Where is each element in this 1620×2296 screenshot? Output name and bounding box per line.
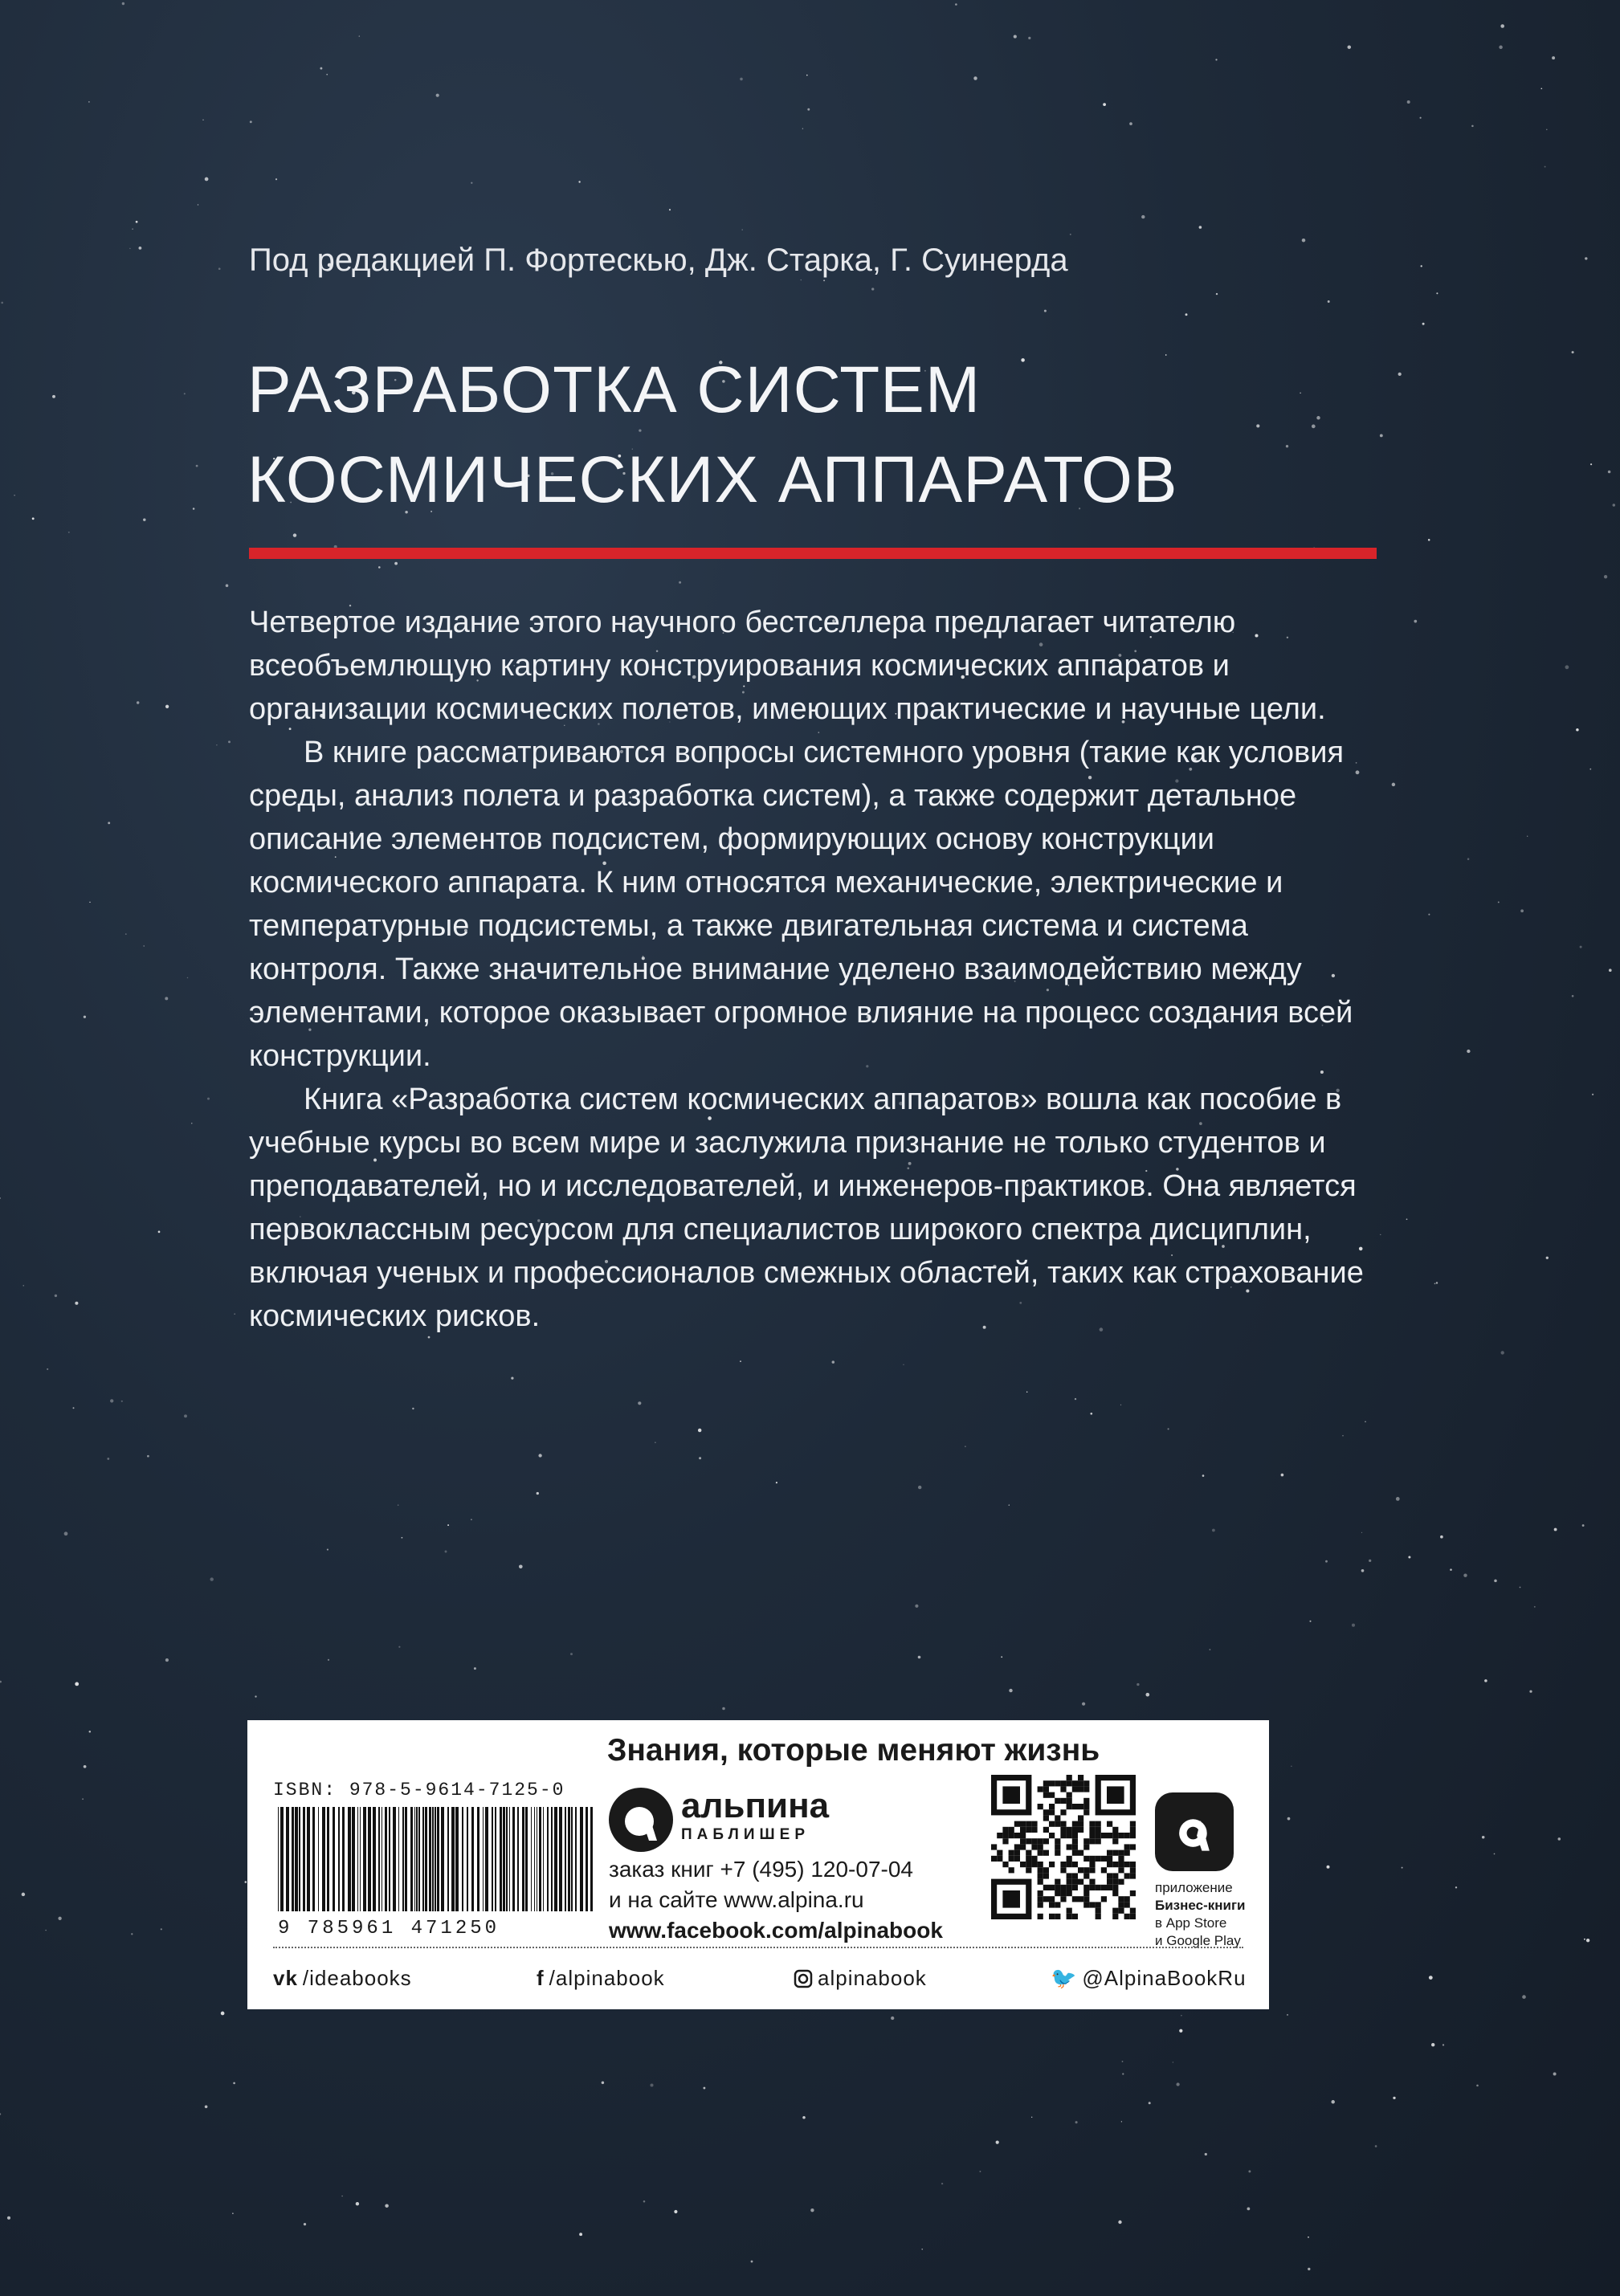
instagram-icon (794, 1969, 813, 1988)
barcode-digits: 9 785961 471250 (278, 1918, 500, 1939)
panel-divider (273, 1947, 1243, 1948)
publisher-subtitle: ПАБЛИШЕР (681, 1826, 810, 1843)
social-twitter-label: @AlpinaBookRu (1082, 1966, 1247, 1990)
book-title-line-2: КОСМИЧЕСКИХ АППАРАТОВ (247, 443, 1178, 516)
publisher-info-panel (247, 1720, 1269, 2009)
app-icon[interactable] (1155, 1792, 1234, 1871)
description-paragraph-2: В книге рассматриваются вопросы системного уровня (такие как условия среды, анализ полета и разработка систем), а также содержит детальное описание элементов подсистем, формирующих основу конструкции космического аппарата. К ним относятся механические, электрические и температурные подсистемы, а также двигательная система и система контроля. Также значительное внимание уделено взаимодействию между элементами, которое оказывает огромное влияние на процесс создания всей конструкции. (249, 736, 1353, 1073)
title-underline-rule (249, 548, 1377, 559)
alpina-app-logo-icon (1168, 1805, 1221, 1858)
editors-line: Под редакцией П. Фортескью, Дж. Старка, Г. Суинерда (249, 243, 1068, 278)
facebook-icon: f (537, 1966, 545, 1990)
social-facebook-label: /alpinabook (549, 1966, 665, 1990)
description-paragraph-3: Книга «Разработка систем космических аппаратов» вошла как пособие в учебные курсы во всем мире и заслужила признание не только студентов и преподавателей, но и исследователей, и инженеров-практиков. Она является первоклассным ресурсом для специалистов широкого спектра дисциплин, включая ученых и профессионалов смежных областей, таких как страхование космических рисков. (249, 1083, 1364, 1333)
alpina-logo-icon (607, 1786, 675, 1854)
app-store-info (1155, 1879, 1267, 1950)
isbn-number: ISBN: 978-5-9614-7125-0 (273, 1780, 565, 1801)
app-info-line-3: в App Store (1155, 1915, 1227, 1931)
app-info-line-2: Бизнес-книги (1155, 1898, 1246, 1913)
isbn-barcode (273, 1807, 598, 1927)
social-twitter[interactable] (1051, 1966, 1247, 1991)
social-vk-label: /ideabooks (302, 1966, 412, 1990)
order-phone: заказ книг +7 (495) 120-07-04 (609, 1857, 913, 1882)
qr-code[interactable] (991, 1775, 1136, 1919)
book-title-line-1: РАЗРАБОТКА СИСТЕМ (247, 353, 981, 426)
vk-icon: vk (273, 1966, 298, 1990)
order-website: и на сайте www.alpina.ru (609, 1887, 864, 1912)
app-info-line-4: и Google Play (1155, 1933, 1241, 1948)
app-info-line-1: приложение (1155, 1880, 1233, 1895)
facebook-url[interactable]: www.facebook.com/alpinabook (609, 1918, 943, 1943)
book-title (247, 345, 1178, 525)
social-instagram-label: alpinabook (818, 1966, 927, 1990)
publisher-name: альпина (681, 1786, 830, 1825)
book-description (249, 601, 1373, 1338)
social-instagram[interactable] (794, 1966, 927, 1991)
social-vk[interactable] (273, 1966, 412, 1991)
twitter-icon: 🐦 (1051, 1966, 1078, 1990)
social-facebook[interactable] (537, 1966, 665, 1991)
publisher-tagline: Знания, которые меняют жизнь (607, 1733, 1100, 1768)
description-paragraph-1: Четвертое издание этого научного бестселлера предлагает читателю всеобъемлющую картину конструирования космических аппаратов и организации космических полетов, имеющих практические и научные цели. (249, 606, 1326, 726)
